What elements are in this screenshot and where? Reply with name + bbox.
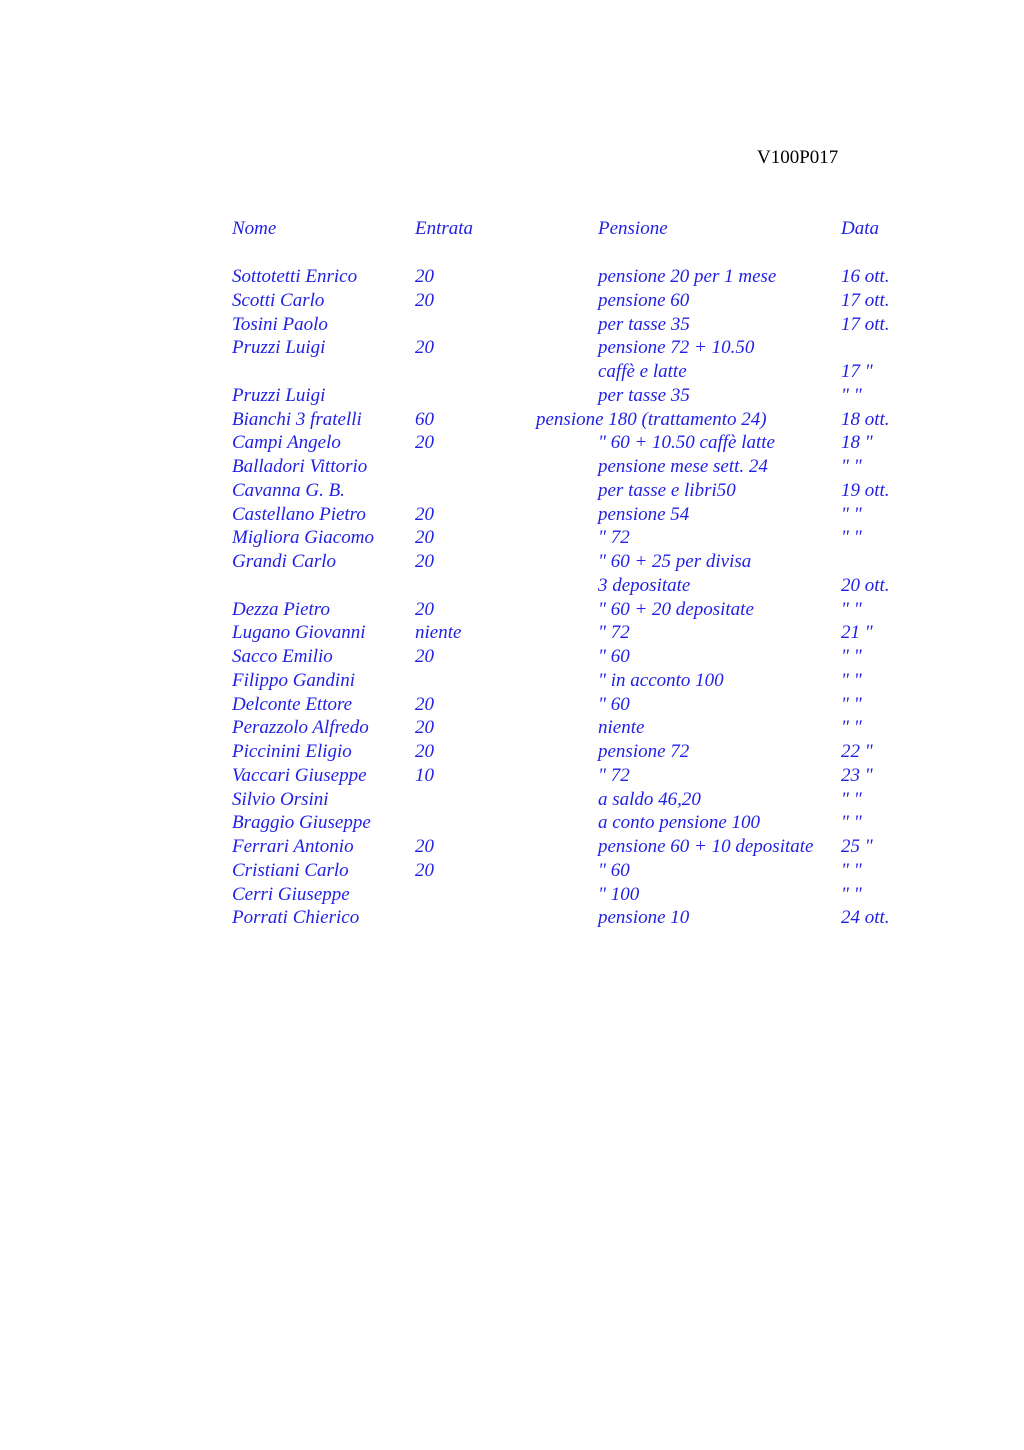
cell-nome: Perazzolo Alfredo bbox=[232, 717, 369, 739]
cell-entrata: 20 bbox=[415, 551, 434, 572]
cell-nome: Pruzzi Luigi bbox=[232, 337, 326, 359]
header-pensione: Pensione bbox=[598, 218, 668, 239]
cell-nome: Cavanna G. B. bbox=[232, 479, 345, 501]
cell-data: 25 " bbox=[841, 836, 873, 857]
cell-data: " " bbox=[841, 598, 862, 620]
cell-nome: Migliora Giacomo bbox=[232, 527, 374, 549]
cell-pensione: pensione 20 per 1 mese bbox=[598, 266, 777, 287]
cell-data: " " bbox=[841, 812, 862, 834]
cell-nome: Braggio Giuseppe bbox=[232, 812, 371, 834]
cell-pensione: niente bbox=[598, 717, 645, 739]
table-row bbox=[0, 479, 1024, 503]
cell-data: " " bbox=[841, 527, 862, 549]
cell-pensione: " 60 bbox=[598, 859, 630, 881]
cell-data: 21 " bbox=[841, 622, 873, 644]
table-row bbox=[0, 883, 1024, 907]
table-row bbox=[0, 906, 1024, 930]
cell-pensione: per tasse 35 bbox=[598, 313, 690, 335]
cell-nome: Tosini Paolo bbox=[232, 313, 328, 335]
cell-pensione: " 60 bbox=[598, 646, 630, 667]
cell-entrata: 20 bbox=[415, 266, 434, 287]
cell-nome: Ferrari Antonio bbox=[232, 836, 354, 857]
table-row bbox=[0, 360, 1024, 384]
cell-pensione: " 60 + 20 depositate bbox=[598, 598, 754, 620]
table-row bbox=[0, 431, 1024, 455]
cell-nome: Pruzzi Luigi bbox=[232, 384, 326, 406]
cell-nome: Cristiani Carlo bbox=[232, 859, 349, 881]
cell-data: " " bbox=[841, 883, 862, 905]
cell-pensione: " 60 bbox=[598, 693, 630, 715]
cell-entrata: 20 bbox=[415, 646, 434, 667]
cell-entrata: 20 bbox=[415, 717, 434, 739]
cell-pensione: pensione 72 bbox=[598, 741, 690, 762]
cell-data: 18 ott. bbox=[841, 408, 890, 430]
cell-pensione: " 72 bbox=[598, 527, 630, 549]
header-row bbox=[0, 217, 1024, 241]
cell-entrata: 20 bbox=[415, 432, 434, 454]
cell-data: " " bbox=[841, 669, 862, 691]
cell-nome: Bianchi 3 fratelli bbox=[232, 408, 362, 430]
table-row bbox=[0, 645, 1024, 669]
page-code: V100P017 bbox=[757, 147, 839, 168]
cell-data: 18 " bbox=[841, 432, 873, 454]
cell-pensione: pensione 180 (trattamento 24) bbox=[536, 408, 767, 430]
cell-nome: Grandi Carlo bbox=[232, 551, 336, 572]
table-row bbox=[0, 764, 1024, 788]
table-row bbox=[0, 550, 1024, 574]
cell-pensione: 3 depositate bbox=[598, 574, 691, 596]
table-row bbox=[0, 574, 1024, 598]
cell-nome: Dezza Pietro bbox=[232, 598, 330, 620]
cell-nome: Delconte Ettore bbox=[232, 693, 353, 715]
cell-pensione: pensione 60 bbox=[598, 289, 690, 311]
table-row bbox=[0, 526, 1024, 550]
cell-entrata: 60 bbox=[415, 408, 434, 430]
cell-data: 23 " bbox=[841, 764, 873, 786]
table-row bbox=[0, 408, 1024, 432]
cell-pensione: " 60 + 10.50 caffè latte bbox=[598, 432, 775, 454]
table-row bbox=[0, 811, 1024, 835]
cell-pensione: pensione 54 bbox=[598, 503, 690, 525]
cell-pensione: a saldo 46,20 bbox=[598, 788, 701, 810]
table-row bbox=[0, 740, 1024, 764]
cell-entrata: 20 bbox=[415, 741, 434, 762]
table-row bbox=[0, 336, 1024, 360]
table-row bbox=[0, 455, 1024, 479]
cell-data: 17 ott. bbox=[841, 289, 890, 311]
cell-nome: Castellano Pietro bbox=[232, 503, 366, 525]
cell-data: 16 ott. bbox=[841, 266, 890, 287]
cell-entrata: 20 bbox=[415, 289, 434, 311]
cell-entrata: 20 bbox=[415, 693, 434, 715]
cell-data: " " bbox=[841, 503, 862, 525]
table-row bbox=[0, 621, 1024, 645]
table-row bbox=[0, 859, 1024, 883]
table-row bbox=[0, 384, 1024, 408]
cell-pensione: " 60 + 25 per divisa bbox=[598, 551, 752, 572]
cell-data: " " bbox=[841, 717, 862, 739]
header-entrata: Entrata bbox=[415, 218, 474, 239]
cell-data: 24 ott. bbox=[841, 907, 890, 929]
cell-nome: Sacco Emilio bbox=[232, 646, 333, 667]
table-row bbox=[0, 716, 1024, 740]
cell-nome: Porrati Chierico bbox=[232, 907, 360, 929]
table-row bbox=[0, 289, 1024, 313]
cell-nome: Sottotetti Enrico bbox=[232, 266, 358, 287]
table-row bbox=[0, 265, 1024, 289]
cell-pensione: " 72 bbox=[598, 622, 630, 644]
cell-data: " " bbox=[841, 384, 862, 406]
cell-entrata: 20 bbox=[415, 859, 434, 881]
cell-nome: Balladori Vittorio bbox=[232, 456, 368, 477]
table-row bbox=[0, 503, 1024, 527]
cell-data: 17 ott. bbox=[841, 313, 890, 335]
table-row bbox=[0, 788, 1024, 812]
table-row bbox=[0, 598, 1024, 622]
cell-nome: Cerri Giuseppe bbox=[232, 883, 350, 905]
cell-data: 22 " bbox=[841, 741, 873, 762]
cell-pensione: a conto pensione 100 bbox=[598, 812, 761, 834]
cell-entrata: 20 bbox=[415, 836, 434, 857]
cell-entrata: 20 bbox=[415, 503, 434, 525]
cell-data: 17 " bbox=[841, 361, 873, 382]
header-nome: Nome bbox=[232, 218, 277, 239]
cell-data: " " bbox=[841, 788, 862, 810]
table-row bbox=[0, 693, 1024, 717]
cell-nome: Silvio Orsini bbox=[232, 788, 329, 810]
cell-nome: Piccinini Eligio bbox=[232, 741, 352, 762]
cell-nome: Campi Angelo bbox=[232, 432, 341, 454]
cell-pensione: per tasse 35 bbox=[598, 384, 690, 406]
cell-entrata: 20 bbox=[415, 337, 434, 359]
cell-nome: Lugano Giovanni bbox=[232, 622, 366, 644]
cell-pensione: pensione 60 + 10 depositate bbox=[598, 836, 814, 857]
cell-data: " " bbox=[841, 456, 862, 477]
cell-data: " " bbox=[841, 646, 862, 667]
cell-pensione: " 72 bbox=[598, 764, 630, 786]
cell-entrata: 20 bbox=[415, 598, 434, 620]
cell-nome: Scotti Carlo bbox=[232, 289, 325, 311]
table-row bbox=[0, 835, 1024, 859]
cell-data: " " bbox=[841, 693, 862, 715]
cell-entrata: niente bbox=[415, 622, 462, 644]
cell-entrata: 10 bbox=[415, 764, 434, 786]
cell-data: 19 ott. bbox=[841, 479, 890, 501]
cell-data: 20 ott. bbox=[841, 574, 890, 596]
cell-data: " " bbox=[841, 859, 862, 881]
cell-pensione: pensione 10 bbox=[598, 907, 690, 929]
cell-nome: Filippo Gandini bbox=[232, 669, 355, 691]
cell-entrata: 20 bbox=[415, 527, 434, 549]
cell-pensione: " 100 bbox=[598, 883, 640, 905]
cell-pensione: per tasse e libri50 bbox=[598, 479, 736, 501]
cell-nome: Vaccari Giuseppe bbox=[232, 764, 367, 786]
cell-pensione: caffè e latte bbox=[598, 361, 687, 382]
cell-pensione: pensione mese sett. 24 bbox=[598, 456, 768, 477]
table-row bbox=[0, 669, 1024, 693]
cell-pensione: pensione 72 + 10.50 bbox=[598, 337, 755, 359]
header-data: Data bbox=[841, 218, 879, 239]
table-row bbox=[0, 313, 1024, 337]
cell-pensione: " in acconto 100 bbox=[598, 669, 724, 691]
